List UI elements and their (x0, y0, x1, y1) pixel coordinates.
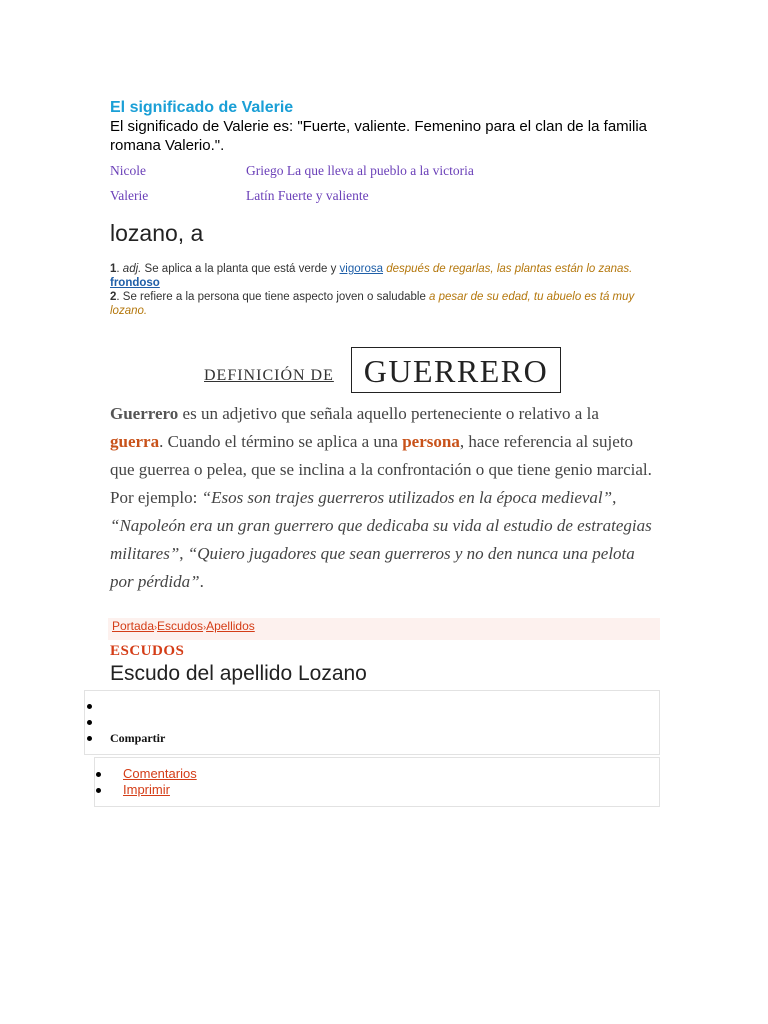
print-link[interactable]: Imprimir (123, 782, 170, 797)
definition-example: después de regarlas, las plantas están lo zanas. (386, 263, 633, 275)
link-frondoso[interactable]: frondoso (110, 277, 160, 289)
definition-text: Se refiere a la persona que tiene aspecto joven o saludable (122, 291, 426, 303)
name-origin: Latín Fuerte y valiente (246, 188, 369, 203)
name-label: Valerie (110, 188, 149, 203)
breadcrumb-separator: › (154, 622, 158, 632)
definition-abbr: adj. (122, 263, 142, 275)
name-row-nicole (110, 163, 474, 179)
valerie-meaning: El significado de Valerie es: "Fuerte, valiente. Femenino para el clan de la familia romana Valerio.". (110, 118, 647, 154)
bullet-icon (96, 788, 101, 793)
paragraph-text: es un adjetivo que señala aquello perteneciente o relativo a la (182, 404, 599, 423)
guerrero-paragraph (110, 400, 655, 596)
paragraph-text: , (612, 488, 617, 507)
share-button[interactable]: Compartir (110, 731, 166, 745)
actions-box (94, 757, 660, 807)
breadcrumb-portada[interactable]: Portada (112, 619, 155, 633)
paragraph-text: , (179, 544, 184, 563)
definition-example: a pesar de su edad, tu abuelo es tá muy lozano. (110, 291, 635, 317)
example-quote: “Napoleón era un gran guerrero que dedicaba su vida al estudio de estrategias militares” (110, 516, 652, 563)
guerrero-title: GUERRERO (351, 347, 561, 393)
paragraph-text: . Cuando el término se aplica a una (159, 432, 398, 451)
bullet-icon (87, 720, 92, 725)
definition-2: 2. Se refiere a la persona que tiene aspecto joven o saludable a pesar de su edad, tu abuelo es tá muy lozano. (110, 291, 635, 317)
definition-text: Se aplica a la planta que está verde y (144, 263, 337, 275)
link-vigorosa[interactable]: vigorosa (339, 263, 384, 275)
definition-1: 1. adj. Se aplica a la planta que está verde y vigorosa después de regarlas, las plantas están lo zanas. frondoso (110, 263, 633, 289)
bullet-icon (87, 736, 92, 741)
definition-number: 2 (110, 291, 117, 303)
name-row-valerie (110, 188, 369, 204)
example-quote: “Quiero jugadores que sean guerreros y no den nunca una pelota por pérdida” (110, 544, 635, 591)
name-label: Nicole (110, 163, 146, 178)
paragraph-text: . (199, 572, 204, 591)
link-guerra[interactable]: guerra (110, 432, 160, 451)
bullet-icon (87, 704, 92, 709)
share-box (84, 690, 660, 755)
paragraph-text: , hace referencia al sujeto que guerrea o pelea, que se inclina a la confrontación o que tiene genio marcial. Por ejemplo: (110, 432, 652, 507)
definition-label: DEFINICIÓN DE (204, 367, 334, 384)
page-title: Escudo del apellido Lozano (110, 662, 367, 685)
breadcrumb-separator: › (203, 622, 207, 632)
comments-link[interactable]: Comentarios (123, 766, 197, 781)
example-quote: “Esos son trajes guerreros utilizados en la época medieval” (201, 488, 613, 507)
valerie-title: El significado de Valerie (110, 99, 294, 116)
link-persona[interactable]: persona (402, 432, 460, 451)
breadcrumb-escudos[interactable]: Escudos (157, 619, 204, 633)
definition-number: 1 (110, 263, 117, 275)
term-word: Guerrero (110, 404, 179, 423)
breadcrumb (108, 618, 660, 640)
name-origin: Griego La que lleva al pueblo a la victoria (246, 163, 474, 178)
section-label: ESCUDOS (110, 643, 185, 659)
lozano-definitions (110, 262, 660, 318)
breadcrumb-apellidos[interactable]: Apellidos (206, 619, 255, 633)
lozano-heading: lozano, a (110, 220, 204, 246)
bullet-icon (96, 772, 101, 777)
